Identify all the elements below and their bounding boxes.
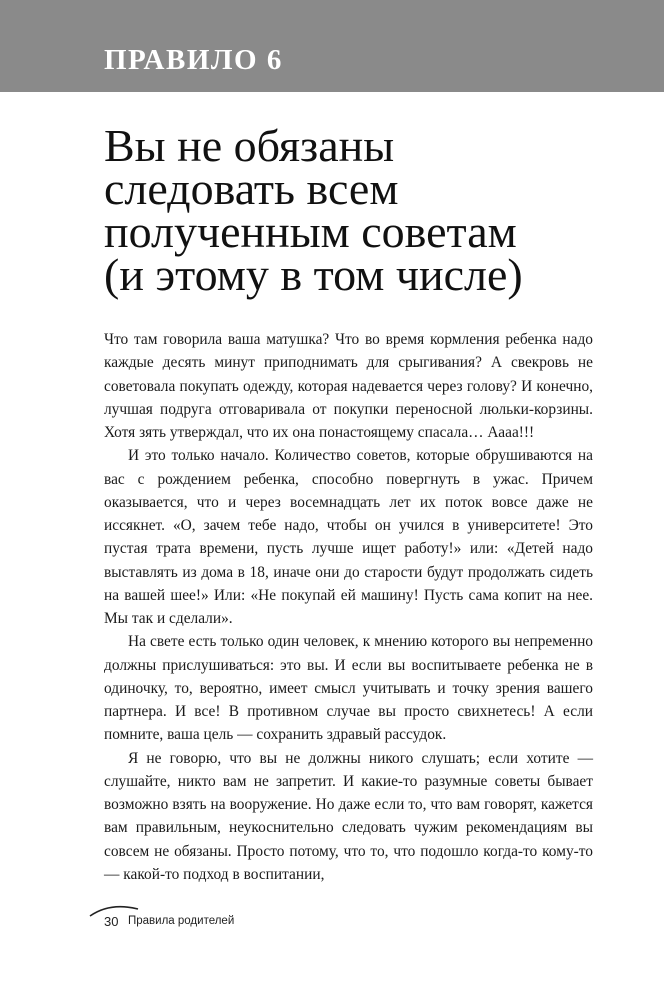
chapter-title-line: следовать всем [104, 163, 399, 214]
body-text [104, 328, 593, 886]
paragraph: На свете есть только один человек, к мнению которого вы непременно должны прислушиваться: это вы. И если вы воспитываете ребенка не в одиночку, то, вероятно, имеет смысл учитывать и точку зрения вашего партнера. И все! В противном случае вы просто свихнетесь! А если помните, ваша цель — сохранить здравый рассудок. [104, 633, 593, 744]
chapter-title-line: Вы не обязаны [104, 120, 395, 171]
page-footer [88, 900, 288, 940]
paragraph: Что там говорила ваша матушка? Что во время кормления ребенка надо каждые десять минут приподнимать для срыгивания? А свекровь не советовала покупать одежду, которая надевается через голову? И конечно, лучшая подруга отговаривала от покупки переносной люльки-корзины. Хотя зять утверждал, что их она понастоящему спасала… Аааа!!! [104, 331, 593, 441]
chapter-title [104, 120, 624, 300]
paragraph: И это только начало. Количество советов, которые обрушиваются на вас с рождением ребенка, способно повергнуть в ужас. Причем оказывается, что и через восемнадцать лет их поток вовсе даже не иссякнет. «О, зачем тебе надо, чтобы он учился в университете! Это пустая трата времени, пусть лучше ищет работу!» или: «Детей надо выставлять из дома в 18, иначе они до старости будут продолжать сидеть на вашей шее!» Или: «Не покупай ей машину! Пусть сама копит на нее. Мы так и сделали». [104, 447, 593, 627]
rule-label: ПРАВИЛО 6 [104, 44, 283, 76]
chapter-title-line: полученным советам [104, 206, 517, 257]
running-title: Правила родителей [128, 915, 235, 927]
chapter-title-line: (и этому в том числе) [104, 249, 523, 300]
page-number: 30 [104, 914, 119, 929]
header-band [0, 0, 664, 92]
paragraph: Я не говорю, что вы не должны никого слушать; если хотите — слушайте, никто вам не запретит. И какие-то разумные советы бывает возможно взять на вооружение. Но даже если то, что вам говорят, кажется вам правильным, неукоснительно следовать чужим рекомендациям вы совсем не обязаны. Просто потому, что то, что подошло когда-то кому-то — какой-то подход в воспитании, [104, 749, 593, 883]
